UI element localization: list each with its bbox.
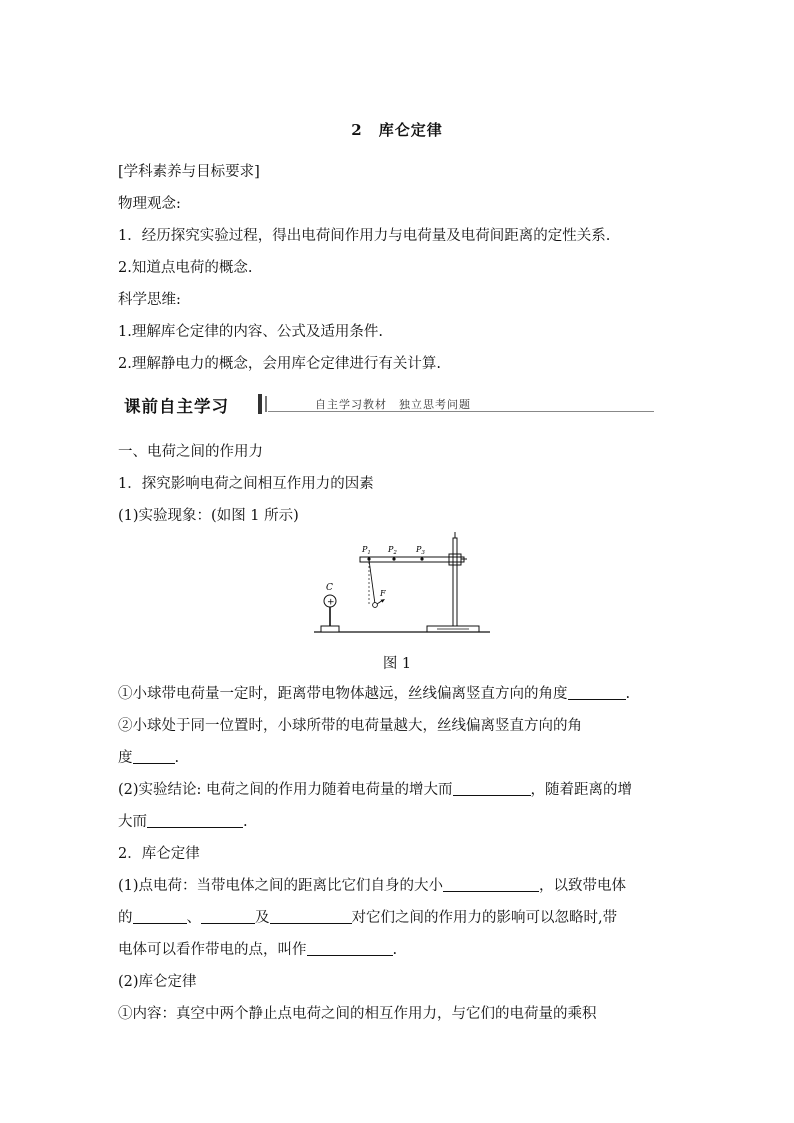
- horizontal-bar: [360, 557, 464, 562]
- point-charge-def: (1)点电荷：当带电体之间的距离比它们自身的大小 ，以致带电体: [118, 878, 627, 894]
- blank[interactable]: [453, 781, 531, 796]
- plus-sign: +: [327, 597, 335, 608]
- blank[interactable]: [568, 685, 626, 700]
- concept-item-2: 2.知道点电荷的概念.: [118, 260, 253, 276]
- observation-1: ①小球带电荷量一定时，距离带电物体越远，丝线偏离竖直方向的角度 .: [118, 686, 631, 702]
- string: [369, 560, 375, 604]
- coulomb-law-heading: (2)库仑定律: [118, 974, 197, 990]
- label-p3: $P_3$: [416, 545, 425, 556]
- banner-bar-thin: [265, 396, 267, 412]
- section-banner: [118, 392, 654, 416]
- concept-item-1: 1．经历探究实验过程，得出电荷间作用力与电荷量及电荷间距离的定性关系.: [118, 228, 611, 244]
- experiment-figure: [312, 530, 492, 638]
- conclusion: (2)实验结论: 电荷之间的作用力随着电荷量的增大而 ，随着距离的增: [118, 782, 633, 798]
- label-f: F: [380, 589, 386, 598]
- blank[interactable]: [133, 909, 187, 924]
- thinking-item-1: 1.理解库仑定律的内容、公式及适用条件.: [118, 324, 383, 340]
- observation-2: ②小球处于同一位置时，小球所带的电荷量越大，丝线偏离竖直方向的角: [118, 718, 582, 734]
- point-charge-def-cont: 的 、 及 对它们之间的作用力的影响可以忽略时,带: [118, 910, 618, 926]
- thinking-item-2: 2.理解静电力的概念，会用库仑定律进行有关计算.: [118, 356, 441, 372]
- point-p3: [420, 557, 423, 560]
- point-p2: [392, 557, 395, 560]
- item-1-heading: 1．探究影响电荷之间相互作用力的因素: [118, 476, 374, 492]
- bar-clamp: [449, 554, 461, 565]
- banner-rule: [268, 411, 654, 412]
- blank[interactable]: [147, 813, 243, 828]
- figure-caption: 图 1: [382, 656, 412, 672]
- sphere-base: [321, 626, 339, 632]
- blank[interactable]: [270, 909, 352, 924]
- stand-pole: [453, 538, 457, 626]
- label-p1: $P_1$: [362, 545, 371, 556]
- banner-bar: [258, 394, 262, 414]
- item-2-heading: 2．库仑定律: [118, 846, 200, 862]
- charged-ball: [373, 603, 378, 608]
- experiment-phenomenon: (1)实验现象：(如图 1 所示): [118, 508, 299, 524]
- observation-2-cont: 度 .: [118, 750, 180, 766]
- physics-concept-heading: 物理观念:: [118, 196, 181, 212]
- blank[interactable]: [307, 941, 393, 956]
- conclusion-cont: 大而 .: [118, 814, 248, 830]
- banner-title: 课前自主学习: [124, 397, 229, 416]
- science-thinking-heading: 科学思维:: [118, 292, 181, 308]
- label-c: C: [326, 583, 333, 593]
- page-title: 2 库仑定律: [351, 121, 443, 139]
- blank[interactable]: [133, 749, 175, 764]
- section-heading: 一、电荷之间的作用力: [118, 444, 263, 460]
- banner-subtitle: 自主学习教材 独立思考问题: [315, 398, 471, 411]
- label-p2: $P_2$: [388, 545, 397, 556]
- goals-header: [学科素养与目标要求]: [118, 164, 260, 180]
- blank[interactable]: [443, 877, 539, 892]
- blank[interactable]: [201, 909, 255, 924]
- coulomb-law-content: ①内容：真空中两个静止点电荷之间的相互作用力，与它们的电荷量的乘积: [118, 1006, 597, 1022]
- point-charge-def-end: 电体可以看作带电的点，叫作 .: [118, 942, 398, 958]
